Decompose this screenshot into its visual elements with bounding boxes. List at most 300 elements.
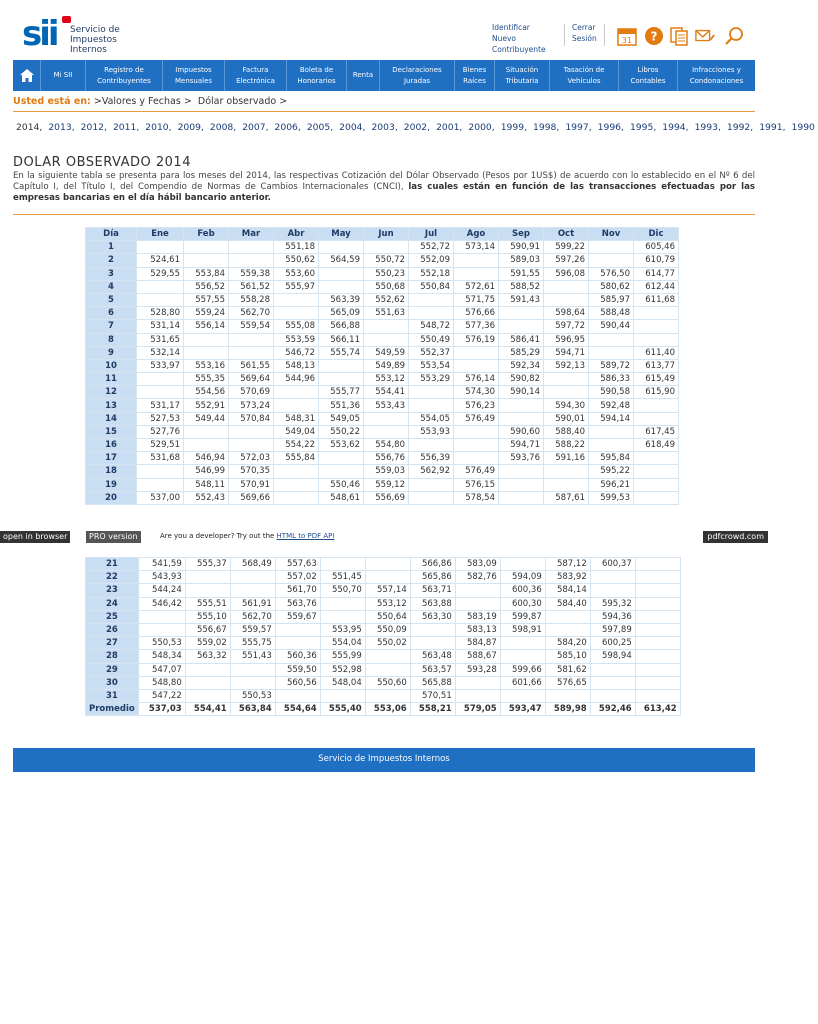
rate-cell: 615,49 xyxy=(634,373,679,386)
rate-cell xyxy=(137,293,184,306)
rate-cell: 581,62 xyxy=(545,663,590,676)
rate-cell xyxy=(185,571,230,584)
rate-cell: 551,63 xyxy=(364,307,409,320)
rate-cell: 568,49 xyxy=(230,558,275,571)
rate-cell xyxy=(589,254,634,267)
rate-cell: 598,64 xyxy=(544,307,589,320)
day-cell: 7 xyxy=(86,320,137,333)
day-cell: 21 xyxy=(86,558,139,571)
rate-cell xyxy=(635,663,680,676)
nav-registro-contribuyentes[interactable]: Registro de Contribuyentes xyxy=(86,60,163,91)
rate-cell xyxy=(229,254,274,267)
average-row xyxy=(86,703,681,716)
table-row xyxy=(86,280,679,293)
day-cell: 19 xyxy=(86,478,137,491)
day-cell: 13 xyxy=(86,399,137,412)
rate-cell: 552,62 xyxy=(364,293,409,306)
rate-cell xyxy=(455,584,500,597)
rate-cell xyxy=(137,386,184,399)
rate-cell: 544,96 xyxy=(274,373,319,386)
day-cell: 9 xyxy=(86,346,137,359)
rate-cell: 611,40 xyxy=(634,346,679,359)
rate-cell: 566,86 xyxy=(410,558,455,571)
day-cell: 31 xyxy=(86,689,139,702)
nav-impuestos-mensuales[interactable]: Impuestos Mensuales xyxy=(163,60,225,91)
rate-cell: 563,48 xyxy=(410,650,455,663)
nav-bienes-raices[interactable]: Bienes Raíces xyxy=(455,60,495,91)
rate-cell: 617,45 xyxy=(634,425,679,438)
rate-cell xyxy=(499,320,544,333)
year-link-2001[interactable]: 2001, xyxy=(436,122,463,133)
pdfcrowd-message: Are you a developer? Try out the HTML to PDF API xyxy=(160,532,335,540)
rate-cell: 560,56 xyxy=(275,676,320,689)
logout-link[interactable]: Cerrar Sesión xyxy=(572,23,597,43)
rate-cell: 618,49 xyxy=(634,439,679,452)
rate-cell xyxy=(499,478,544,491)
table-row xyxy=(86,650,681,663)
breadcrumb: Usted está en: >Valores y Fechas > Dólar observado > xyxy=(13,96,288,107)
help-icon[interactable] xyxy=(644,26,664,46)
nav-factura-electronica[interactable]: Factura Electrónica xyxy=(225,60,287,91)
rate-cell: 550,09 xyxy=(365,623,410,636)
table-row xyxy=(86,571,681,584)
documents-icon[interactable] xyxy=(669,26,689,46)
rate-cell: 577,36 xyxy=(454,320,499,333)
rate-cell: 556,69 xyxy=(364,491,409,504)
year-link-2003[interactable]: 2003, xyxy=(371,122,398,133)
rate-cell: 555,10 xyxy=(185,610,230,623)
day-cell: 24 xyxy=(86,597,139,610)
page-title: DOLAR OBSERVADO 2014 xyxy=(13,155,191,170)
rate-cell: 588,48 xyxy=(589,307,634,320)
rate-cell xyxy=(635,676,680,689)
day-cell: 8 xyxy=(86,333,137,346)
rate-cell: 563,76 xyxy=(275,597,320,610)
rate-cell: 584,40 xyxy=(545,597,590,610)
rate-cell: 550,64 xyxy=(365,610,410,623)
pdfcrowd-brand[interactable]: pdfcrowd.com xyxy=(703,531,768,543)
rate-cell: 557,63 xyxy=(275,558,320,571)
rate-cell xyxy=(545,623,590,636)
year-link-1990[interactable]: 1990 xyxy=(791,122,815,133)
rate-cell: 587,12 xyxy=(545,558,590,571)
rate-cell xyxy=(545,689,590,702)
rate-cell: 610,79 xyxy=(634,254,679,267)
rate-cell xyxy=(409,491,454,504)
rate-cell: 576,65 xyxy=(545,676,590,689)
column-header: Jul xyxy=(409,228,454,241)
rate-cell: 569,64 xyxy=(229,373,274,386)
table-row xyxy=(86,623,681,636)
rate-cell: 553,59 xyxy=(274,333,319,346)
rate-cell xyxy=(319,452,364,465)
rate-cell xyxy=(320,689,365,702)
rate-cell: 552,72 xyxy=(409,241,454,254)
rate-cell: 529,55 xyxy=(137,267,184,280)
rate-cell xyxy=(499,307,544,320)
rate-cell xyxy=(455,689,500,702)
column-header: May xyxy=(319,228,364,241)
rate-cell xyxy=(275,623,320,636)
rate-cell xyxy=(499,412,544,425)
html-to-pdf-api-link[interactable]: HTML to PDF API xyxy=(276,532,335,540)
rate-cell xyxy=(409,386,454,399)
rate-cell: 589,72 xyxy=(589,359,634,372)
table-row xyxy=(86,359,679,372)
rate-cell: 582,76 xyxy=(455,571,500,584)
rate-cell: 548,34 xyxy=(138,650,185,663)
rate-cell xyxy=(634,333,679,346)
rate-cell xyxy=(500,689,545,702)
table-row xyxy=(86,254,679,267)
rate-cell: 595,22 xyxy=(589,465,634,478)
rate-cell xyxy=(409,307,454,320)
column-header: Sep xyxy=(499,228,544,241)
rate-cell: 553,84 xyxy=(184,267,229,280)
pro-version-button[interactable]: PRO version xyxy=(86,531,141,543)
year-link-2006[interactable]: 2006, xyxy=(274,122,301,133)
year-link-2012[interactable]: 2012, xyxy=(80,122,107,133)
rate-cell: 563,32 xyxy=(185,650,230,663)
nav-mi-sii[interactable]: Mi SII xyxy=(41,60,86,91)
rate-cell xyxy=(499,491,544,504)
rate-cell: 554,64 xyxy=(275,703,320,716)
rate-cell xyxy=(230,584,275,597)
rate-cell: 552,09 xyxy=(409,254,454,267)
calendar-icon[interactable] xyxy=(617,26,637,46)
rate-cell xyxy=(634,412,679,425)
rate-cell xyxy=(635,650,680,663)
rate-cell: 592,34 xyxy=(499,359,544,372)
rate-cell xyxy=(410,623,455,636)
rate-cell: 570,51 xyxy=(410,689,455,702)
rate-cell: 552,91 xyxy=(184,399,229,412)
rate-cell xyxy=(230,663,275,676)
rate-cell: 600,30 xyxy=(500,597,545,610)
rate-cell: 553,54 xyxy=(409,359,454,372)
nav-renta[interactable]: Renta xyxy=(347,60,380,91)
column-header: Abr xyxy=(274,228,319,241)
rate-cell: 555,84 xyxy=(274,452,319,465)
rate-cell xyxy=(229,241,274,254)
rate-cell: 595,32 xyxy=(590,597,635,610)
rate-cell: 589,03 xyxy=(499,254,544,267)
year-link-1993[interactable]: 1993, xyxy=(694,122,721,133)
rate-cell: 613,77 xyxy=(634,359,679,372)
rate-cell: 555,97 xyxy=(274,280,319,293)
rate-cell: 587,61 xyxy=(544,491,589,504)
rate-cell: 550,46 xyxy=(319,478,364,491)
rate-cell: 574,30 xyxy=(454,386,499,399)
rate-cell: 555,08 xyxy=(274,320,319,333)
rate-cell: 570,91 xyxy=(229,478,274,491)
column-header: Nov xyxy=(589,228,634,241)
rate-cell xyxy=(185,663,230,676)
rate-cell: 596,95 xyxy=(544,333,589,346)
rate-cell xyxy=(589,241,634,254)
rate-cell xyxy=(454,452,499,465)
rate-cell xyxy=(455,676,500,689)
rate-cell: 585,10 xyxy=(545,650,590,663)
column-header: Jun xyxy=(364,228,409,241)
rate-cell xyxy=(635,584,680,597)
year-link-2010[interactable]: 2010, xyxy=(145,122,172,133)
rate-cell: 549,59 xyxy=(364,346,409,359)
rate-cell: 565,09 xyxy=(319,307,364,320)
rate-cell xyxy=(230,571,275,584)
rate-cell xyxy=(590,584,635,597)
rate-cell: 548,04 xyxy=(320,676,365,689)
rate-cell: 546,99 xyxy=(184,465,229,478)
rate-cell xyxy=(137,478,184,491)
nav-declaraciones-juradas[interactable]: Declaraciones Juradas xyxy=(380,60,455,91)
rate-cell: 529,51 xyxy=(137,439,184,452)
rate-cell: 557,14 xyxy=(365,584,410,597)
rate-cell: 612,44 xyxy=(634,280,679,293)
rate-cell: 556,39 xyxy=(409,452,454,465)
rate-cell xyxy=(365,650,410,663)
rate-cell: 597,72 xyxy=(544,320,589,333)
rate-cell xyxy=(500,637,545,650)
year-link-2014: 2014, xyxy=(16,122,43,133)
rate-cell: 554,41 xyxy=(185,703,230,716)
rate-cell: 559,50 xyxy=(275,663,320,676)
year-link-1997[interactable]: 1997, xyxy=(565,122,592,133)
rate-cell: 563,71 xyxy=(410,584,455,597)
rate-cell xyxy=(635,597,680,610)
rate-cell xyxy=(409,293,454,306)
table-row xyxy=(86,558,681,571)
rate-cell: 553,16 xyxy=(184,359,229,372)
rate-cell: 550,70 xyxy=(320,584,365,597)
divider xyxy=(13,111,755,112)
rate-cell xyxy=(229,425,274,438)
rate-cell: 548,61 xyxy=(319,491,364,504)
rate-cell: 615,90 xyxy=(634,386,679,399)
rate-cell: 564,59 xyxy=(319,254,364,267)
year-link-1995[interactable]: 1995, xyxy=(629,122,657,133)
year-link-1994[interactable]: 1994, xyxy=(662,122,689,133)
rate-cell: 605,46 xyxy=(634,241,679,254)
rate-cell: 552,43 xyxy=(184,491,229,504)
header xyxy=(0,0,768,58)
open-in-browser-button[interactable]: open in browser xyxy=(0,531,70,543)
rate-cell: 549,89 xyxy=(364,359,409,372)
rate-cell: 600,36 xyxy=(500,584,545,597)
year-link-2000[interactable]: 2000, xyxy=(468,122,495,133)
rate-cell xyxy=(544,478,589,491)
rate-cell xyxy=(365,558,410,571)
rate-cell: 566,11 xyxy=(319,333,364,346)
rate-cell xyxy=(410,637,455,650)
breadcrumb-label: Usted está en: xyxy=(13,96,91,107)
pdfcrowd-bar xyxy=(0,530,768,544)
year-link-2009[interactable]: 2009, xyxy=(177,122,204,133)
year-link-1996[interactable]: 1996, xyxy=(597,122,624,133)
day-cell: 12 xyxy=(86,386,137,399)
rate-cell xyxy=(589,333,634,346)
rate-cell: 555,40 xyxy=(320,703,365,716)
rate-cell: 588,67 xyxy=(455,650,500,663)
rate-cell: 558,21 xyxy=(410,703,455,716)
rate-cell: 554,56 xyxy=(184,386,229,399)
day-cell: 25 xyxy=(86,610,139,623)
year-link-2004[interactable]: 2004, xyxy=(339,122,366,133)
rate-cell xyxy=(274,478,319,491)
rate-cell: 555,37 xyxy=(185,558,230,571)
day-cell: 6 xyxy=(86,307,137,320)
svg-text:31: 31 xyxy=(621,36,633,45)
nav-tasacion-vehiculos[interactable]: Tasación de Vehículos xyxy=(550,60,619,91)
rate-cell: 576,15 xyxy=(454,478,499,491)
rate-cell: 550,02 xyxy=(365,637,410,650)
rate-cell: 594,14 xyxy=(589,412,634,425)
table-row xyxy=(86,465,679,478)
year-link-2011[interactable]: 2011, xyxy=(112,122,140,133)
rate-cell: 563,57 xyxy=(410,663,455,676)
rate-cell: 562,70 xyxy=(229,307,274,320)
rate-cell xyxy=(229,333,274,346)
year-link-2008[interactable]: 2008, xyxy=(209,122,237,133)
rate-cell: 601,66 xyxy=(500,676,545,689)
day-cell: 11 xyxy=(86,373,137,386)
rate-cell: 585,29 xyxy=(499,346,544,359)
rate-cell xyxy=(137,373,184,386)
rate-cell: 591,43 xyxy=(499,293,544,306)
rate-cell xyxy=(634,307,679,320)
year-link-2007[interactable]: 2007, xyxy=(242,122,269,133)
rate-cell: 590,60 xyxy=(499,425,544,438)
rate-cell xyxy=(409,478,454,491)
rate-cell: 550,23 xyxy=(364,267,409,280)
breadcrumb-valores-fechas[interactable]: Valores y Fechas xyxy=(101,96,181,107)
rate-cell: 550,72 xyxy=(364,254,409,267)
table-row xyxy=(86,333,679,346)
day-cell: 5 xyxy=(86,293,137,306)
table-row xyxy=(86,478,679,491)
rate-cell: 554,04 xyxy=(320,637,365,650)
rate-cell xyxy=(364,412,409,425)
rate-cell: 549,05 xyxy=(319,412,364,425)
rate-cell: 570,35 xyxy=(229,465,274,478)
nav-boleta-honorarios[interactable]: Boleta de Honorarios xyxy=(287,60,347,91)
rate-cell: 600,25 xyxy=(590,637,635,650)
rate-cell xyxy=(364,333,409,346)
rate-cell: 584,14 xyxy=(545,584,590,597)
rate-cell: 576,19 xyxy=(454,333,499,346)
year-link-1999[interactable]: 1999, xyxy=(500,122,527,133)
rate-cell: 524,61 xyxy=(137,254,184,267)
logo-wordmark: sii xyxy=(22,14,57,54)
rate-cell xyxy=(589,425,634,438)
rate-cell: 561,55 xyxy=(229,359,274,372)
nav-home[interactable] xyxy=(13,60,41,91)
mail-icon[interactable] xyxy=(695,26,715,46)
rate-cell xyxy=(364,320,409,333)
rate-cell: 588,22 xyxy=(544,439,589,452)
rate-cell xyxy=(590,571,635,584)
table-row xyxy=(86,412,679,425)
rate-cell: 572,03 xyxy=(229,452,274,465)
column-header: Ene xyxy=(137,228,184,241)
rate-cell: 559,67 xyxy=(275,610,320,623)
rate-cell xyxy=(544,465,589,478)
rate-cell xyxy=(544,373,589,386)
table-row xyxy=(86,452,679,465)
year-link-2013[interactable]: 2013, xyxy=(48,122,75,133)
year-link-1998[interactable]: 1998, xyxy=(533,122,560,133)
rate-cell xyxy=(137,280,184,293)
rate-cell: 595,84 xyxy=(589,452,634,465)
rate-cell xyxy=(409,399,454,412)
rate-cell: 559,57 xyxy=(230,623,275,636)
rate-cell xyxy=(634,491,679,504)
year-link-2002[interactable]: 2002, xyxy=(403,122,431,133)
rate-cell xyxy=(274,399,319,412)
nav-infracciones-condonaciones[interactable]: Infracciones y Condonaciones xyxy=(689,65,744,85)
rate-cell: 596,08 xyxy=(544,267,589,280)
rate-cell xyxy=(634,320,679,333)
rate-cell: 597,89 xyxy=(590,623,635,636)
rate-cell: 613,42 xyxy=(635,703,680,716)
rate-cell: 551,45 xyxy=(320,571,365,584)
rate-cell: 537,03 xyxy=(138,703,185,716)
rate-cell xyxy=(184,439,229,452)
rate-cell xyxy=(589,439,634,452)
rate-cell: 596,21 xyxy=(589,478,634,491)
rate-cell: 565,86 xyxy=(410,571,455,584)
rate-cell: 550,53 xyxy=(230,689,275,702)
day-cell: 15 xyxy=(86,425,137,438)
table-row xyxy=(86,241,679,254)
table-row xyxy=(86,293,679,306)
rate-cell: 544,24 xyxy=(138,584,185,597)
sii-logo[interactable] xyxy=(22,14,127,56)
rate-cell: 560,36 xyxy=(275,650,320,663)
rate-cell: 590,58 xyxy=(589,386,634,399)
nav-libros-contables[interactable]: Libros Contables xyxy=(619,60,678,91)
rate-cell: 558,28 xyxy=(229,293,274,306)
intro-paragraph: En la siguiente tabla se presenta para los meses del 2014, las respectivas Cotización del Dólar Observado (Pesos por 1US$) de acuerdo con lo establecido en el Nº 6 del Capítulo I, del Título I, del Compendio de Normas de Cambios Internacionales (CNCI), las cuales están en función de las transacciones efectuadas por las empresas bancarias en el día hábil bancario anterior. xyxy=(13,171,755,203)
year-link-1992[interactable]: 1992, xyxy=(726,122,754,133)
rate-cell: 559,38 xyxy=(229,267,274,280)
rate-cell: 590,14 xyxy=(499,386,544,399)
rate-cell: 554,05 xyxy=(409,412,454,425)
rate-cell xyxy=(274,491,319,504)
rate-cell: 553,29 xyxy=(409,373,454,386)
column-header: Ago xyxy=(454,228,499,241)
rate-cell xyxy=(545,610,590,623)
main-navigation xyxy=(13,60,755,91)
identify-new-taxpayer-link[interactable]: Identificar Nuevo Contribuyente xyxy=(492,23,546,54)
rate-cell: 543,93 xyxy=(138,571,185,584)
rate-cell: 547,07 xyxy=(138,663,185,676)
rate-cell xyxy=(319,280,364,293)
nav-situacion-tributaria[interactable]: Situación Tributaria xyxy=(495,60,550,91)
rate-cell: 576,49 xyxy=(454,465,499,478)
rate-cell: 583,09 xyxy=(455,558,500,571)
rate-cell xyxy=(229,439,274,452)
rate-cell xyxy=(184,425,229,438)
rate-cell: 555,74 xyxy=(319,346,364,359)
year-link-1991[interactable]: 1991, xyxy=(759,122,786,133)
rate-cell xyxy=(500,558,545,571)
search-icon[interactable] xyxy=(724,26,744,46)
day-cell: 10 xyxy=(86,359,137,372)
rate-cell: 576,49 xyxy=(454,412,499,425)
rate-cell: 563,88 xyxy=(410,597,455,610)
year-link-2005[interactable]: 2005, xyxy=(306,122,334,133)
